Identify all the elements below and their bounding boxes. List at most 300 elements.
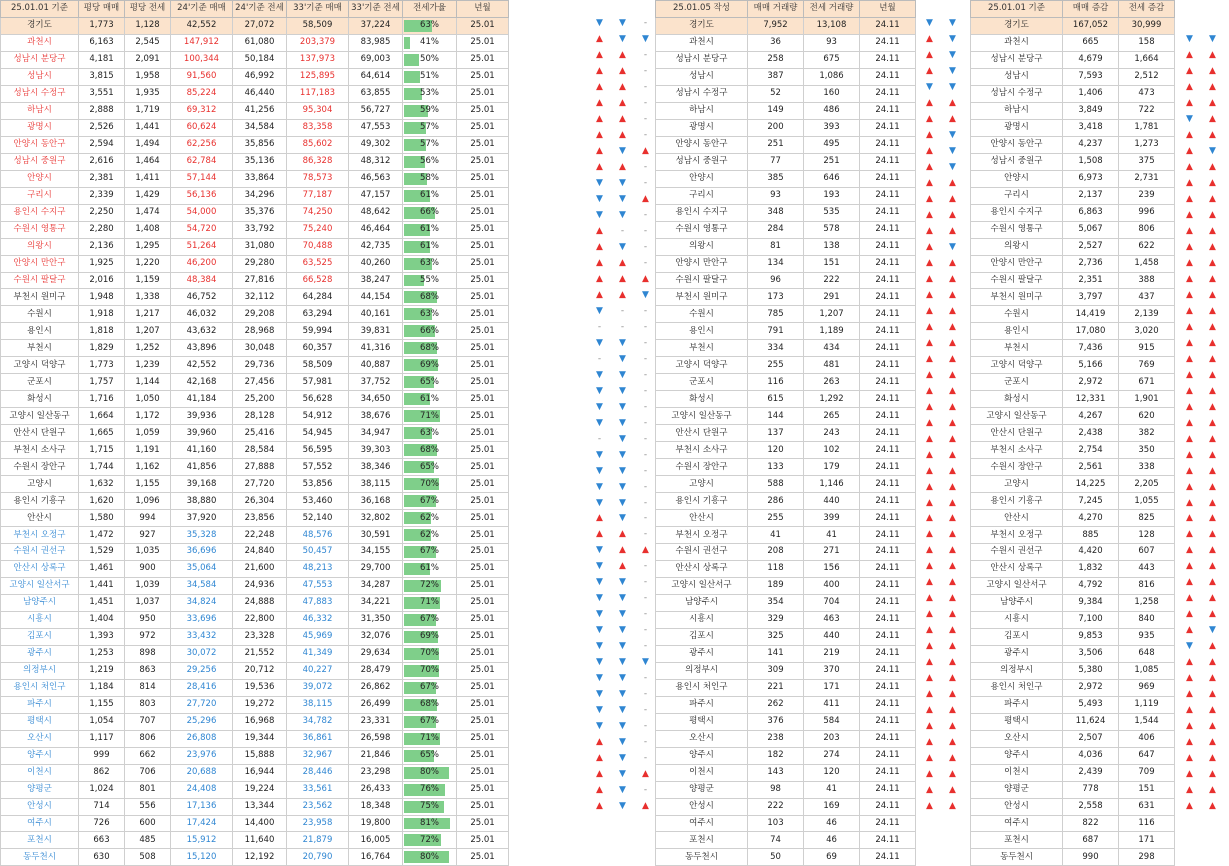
jeonse-change-cell[interactable]: 671 — [1119, 374, 1175, 391]
year-month-cell[interactable]: 25.01 — [457, 306, 509, 323]
region-cell[interactable]: 성남시 — [971, 68, 1063, 85]
price-per-pyeong-sale-cell[interactable]: 3,551 — [79, 85, 125, 102]
region-cell[interactable]: 시흥시 — [971, 611, 1063, 628]
year-month-cell[interactable]: 24.11 — [860, 611, 916, 628]
price-per-pyeong-sale-cell[interactable]: 1,632 — [79, 476, 125, 493]
sale-volume-cell[interactable]: 309 — [748, 662, 804, 679]
price-per-pyeong-sale-cell[interactable]: 2,339 — [79, 187, 125, 204]
jeonse-change-cell[interactable]: 1,055 — [1119, 493, 1175, 510]
jeonse-33-cell[interactable]: 38,676 — [349, 408, 403, 425]
sale-change-cell[interactable]: 2,527 — [1063, 238, 1119, 255]
jeonse-24-cell[interactable]: 27,072 — [233, 17, 287, 34]
jeonse-volume-cell[interactable]: 151 — [804, 255, 860, 272]
sale-33-cell[interactable]: 47,553 — [287, 577, 349, 594]
price-per-pyeong-jeonse-cell[interactable]: 508 — [125, 849, 171, 866]
jeonse-volume-cell[interactable]: 646 — [804, 170, 860, 187]
year-month-cell[interactable]: 25.01 — [457, 255, 509, 272]
jeonse-volume-cell[interactable]: 41 — [804, 781, 860, 798]
jeonse-change-cell[interactable]: 647 — [1119, 747, 1175, 764]
sale-24-cell[interactable]: 42,552 — [171, 357, 233, 374]
price-per-pyeong-sale-cell[interactable]: 1,253 — [79, 645, 125, 662]
sale-change-cell[interactable]: 885 — [1063, 527, 1119, 544]
region-cell[interactable]: 안양시 동안구 — [656, 136, 748, 153]
sale-33-cell[interactable]: 117,183 — [287, 85, 349, 102]
sale-change-cell[interactable]: 3,418 — [1063, 119, 1119, 136]
sale-change-cell[interactable]: 5,493 — [1063, 696, 1119, 713]
sale-volume-cell[interactable]: 329 — [748, 611, 804, 628]
jeonse-ratio-cell[interactable] — [403, 323, 457, 340]
price-per-pyeong-jeonse-cell[interactable]: 1,239 — [125, 357, 171, 374]
region-cell[interactable]: 화성시 — [1, 391, 79, 408]
jeonse-volume-cell[interactable]: 675 — [804, 51, 860, 68]
jeonse-24-cell[interactable]: 27,720 — [233, 476, 287, 493]
jeonse-24-cell[interactable]: 14,400 — [233, 815, 287, 832]
sale-volume-cell[interactable]: 103 — [748, 815, 804, 832]
jeonse-24-cell[interactable]: 25,416 — [233, 425, 287, 442]
jeonse-ratio-cell[interactable] — [403, 187, 457, 204]
price-per-pyeong-jeonse-cell[interactable]: 662 — [125, 747, 171, 764]
year-month-cell[interactable]: 24.11 — [860, 374, 916, 391]
region-cell[interactable]: 용인시 — [1, 323, 79, 340]
sale-change-cell[interactable]: 11,624 — [1063, 713, 1119, 730]
jeonse-ratio-cell[interactable] — [403, 119, 457, 136]
price-per-pyeong-sale-cell[interactable]: 1,757 — [79, 374, 125, 391]
region-cell[interactable]: 오산시 — [971, 730, 1063, 747]
sale-24-cell[interactable]: 85,224 — [171, 85, 233, 102]
jeonse-ratio-cell[interactable] — [403, 662, 457, 679]
year-month-cell[interactable]: 24.11 — [860, 51, 916, 68]
jeonse-volume-cell[interactable]: 400 — [804, 577, 860, 594]
year-month-cell[interactable]: 24.11 — [860, 815, 916, 832]
sale-change-cell[interactable]: 14,225 — [1063, 476, 1119, 493]
jeonse-volume-cell[interactable]: 434 — [804, 340, 860, 357]
region-cell[interactable]: 오산시 — [1, 730, 79, 747]
year-month-cell[interactable]: 25.01 — [457, 51, 509, 68]
sale-volume-cell[interactable]: 588 — [748, 476, 804, 493]
jeonse-33-cell[interactable]: 26,862 — [349, 679, 403, 696]
jeonse-ratio-cell[interactable] — [403, 289, 457, 306]
year-month-cell[interactable]: 25.01 — [457, 425, 509, 442]
sale-24-cell[interactable]: 69,312 — [171, 102, 233, 119]
sale-volume-cell[interactable]: 173 — [748, 289, 804, 306]
sale-volume-cell[interactable]: 36 — [748, 34, 804, 51]
year-month-cell[interactable]: 25.01 — [457, 577, 509, 594]
region-cell[interactable]: 과천시 — [1, 34, 79, 51]
year-month-cell[interactable]: 25.01 — [457, 815, 509, 832]
year-month-cell[interactable]: 25.01 — [457, 594, 509, 611]
price-per-pyeong-sale-cell[interactable]: 2,136 — [79, 238, 125, 255]
region-cell[interactable]: 안양시 만안구 — [1, 255, 79, 272]
sale-33-cell[interactable]: 86,328 — [287, 153, 349, 170]
region-cell[interactable]: 수원시 영통구 — [971, 221, 1063, 238]
jeonse-33-cell[interactable]: 18,348 — [349, 798, 403, 815]
jeonse-volume-cell[interactable]: 41 — [804, 527, 860, 544]
jeonse-24-cell[interactable]: 29,736 — [233, 357, 287, 374]
region-cell[interactable]: 부천시 원미구 — [971, 289, 1063, 306]
sale-24-cell[interactable]: 24,408 — [171, 781, 233, 798]
price-per-pyeong-jeonse-cell[interactable]: 1,191 — [125, 442, 171, 459]
region-cell[interactable]: 의왕시 — [971, 238, 1063, 255]
region-cell[interactable]: 포천시 — [971, 832, 1063, 849]
region-cell[interactable]: 고양시 — [971, 476, 1063, 493]
region-cell[interactable]: 김포시 — [656, 628, 748, 645]
sale-volume-cell[interactable]: 262 — [748, 696, 804, 713]
jeonse-change-cell[interactable]: 2,205 — [1119, 476, 1175, 493]
sale-change-cell[interactable]: 4,036 — [1063, 747, 1119, 764]
region-cell[interactable]: 과천시 — [971, 34, 1063, 51]
sale-volume-cell[interactable]: 77 — [748, 153, 804, 170]
sale-24-cell[interactable]: 37,920 — [171, 510, 233, 527]
sale-change-cell[interactable]: 2,507 — [1063, 730, 1119, 747]
region-cell[interactable]: 수원시 팔달구 — [656, 272, 748, 289]
region-cell[interactable]: 군포시 — [1, 374, 79, 391]
region-cell[interactable]: 양평군 — [656, 781, 748, 798]
jeonse-ratio-cell[interactable] — [403, 221, 457, 238]
region-cell[interactable]: 광주시 — [971, 645, 1063, 662]
jeonse-24-cell[interactable]: 21,600 — [233, 560, 287, 577]
jeonse-change-cell[interactable]: 116 — [1119, 815, 1175, 832]
region-cell[interactable]: 구리시 — [1, 187, 79, 204]
region-cell[interactable]: 안양시 만안구 — [656, 255, 748, 272]
jeonse-change-cell[interactable]: 996 — [1119, 204, 1175, 221]
region-cell[interactable]: 수원시 팔달구 — [1, 272, 79, 289]
jeonse-33-cell[interactable]: 63,855 — [349, 85, 403, 102]
jeonse-ratio-cell[interactable] — [403, 272, 457, 289]
sale-volume-cell[interactable]: 387 — [748, 68, 804, 85]
sale-33-cell[interactable]: 59,994 — [287, 323, 349, 340]
jeonse-volume-cell[interactable]: 399 — [804, 510, 860, 527]
jeonse-24-cell[interactable]: 27,888 — [233, 459, 287, 476]
price-per-pyeong-sale-cell[interactable]: 1,117 — [79, 730, 125, 747]
region-cell[interactable]: 양평군 — [1, 781, 79, 798]
price-per-pyeong-jeonse-cell[interactable]: 706 — [125, 764, 171, 781]
jeonse-33-cell[interactable]: 28,479 — [349, 662, 403, 679]
price-per-pyeong-sale-cell[interactable]: 2,616 — [79, 153, 125, 170]
region-cell[interactable]: 부천시 소사구 — [971, 442, 1063, 459]
sale-24-cell[interactable]: 36,696 — [171, 544, 233, 561]
sale-33-cell[interactable]: 70,488 — [287, 238, 349, 255]
price-per-pyeong-sale-cell[interactable]: 2,526 — [79, 119, 125, 136]
sale-change-cell[interactable]: 4,237 — [1063, 136, 1119, 153]
year-month-cell[interactable]: 24.11 — [860, 594, 916, 611]
region-cell[interactable]: 오산시 — [656, 730, 748, 747]
sale-24-cell[interactable]: 57,144 — [171, 170, 233, 187]
jeonse-volume-cell[interactable]: 13,108 — [804, 17, 860, 34]
price-per-pyeong-sale-cell[interactable]: 1,155 — [79, 696, 125, 713]
jeonse-change-cell[interactable]: 840 — [1119, 611, 1175, 628]
region-cell[interactable]: 수원시 영통구 — [656, 221, 748, 238]
jeonse-change-cell[interactable]: 722 — [1119, 102, 1175, 119]
region-cell[interactable]: 성남시 중원구 — [971, 153, 1063, 170]
year-month-cell[interactable]: 24.11 — [860, 713, 916, 730]
year-month-cell[interactable]: 25.01 — [457, 119, 509, 136]
region-cell[interactable]: 부천시 오정구 — [656, 527, 748, 544]
price-per-pyeong-sale-cell[interactable]: 726 — [79, 815, 125, 832]
price-per-pyeong-sale-cell[interactable]: 1,744 — [79, 459, 125, 476]
region-cell[interactable]: 고양시 일산서구 — [1, 577, 79, 594]
jeonse-24-cell[interactable]: 32,112 — [233, 289, 287, 306]
jeonse-volume-cell[interactable]: 440 — [804, 493, 860, 510]
jeonse-volume-cell[interactable]: 193 — [804, 187, 860, 204]
year-month-cell[interactable]: 24.11 — [860, 645, 916, 662]
sale-volume-cell[interactable]: 334 — [748, 340, 804, 357]
price-per-pyeong-jeonse-cell[interactable]: 803 — [125, 696, 171, 713]
sale-volume-cell[interactable]: 200 — [748, 119, 804, 136]
price-per-pyeong-sale-cell[interactable]: 2,280 — [79, 221, 125, 238]
jeonse-24-cell[interactable]: 25,200 — [233, 391, 287, 408]
jeonse-change-cell[interactable]: 1,901 — [1119, 391, 1175, 408]
price-per-pyeong-jeonse-cell[interactable]: 707 — [125, 713, 171, 730]
jeonse-33-cell[interactable]: 47,553 — [349, 119, 403, 136]
sale-24-cell[interactable]: 39,936 — [171, 408, 233, 425]
jeonse-change-cell[interactable]: 769 — [1119, 357, 1175, 374]
year-month-cell[interactable]: 24.11 — [860, 764, 916, 781]
sale-change-cell[interactable]: 3,506 — [1063, 645, 1119, 662]
sale-volume-cell[interactable]: 134 — [748, 255, 804, 272]
jeonse-volume-cell[interactable]: 69 — [804, 849, 860, 866]
sale-33-cell[interactable]: 137,973 — [287, 51, 349, 68]
jeonse-change-cell[interactable]: 620 — [1119, 408, 1175, 425]
year-month-cell[interactable]: 25.01 — [457, 323, 509, 340]
region-cell[interactable]: 김포시 — [1, 628, 79, 645]
region-cell[interactable]: 하남시 — [971, 102, 1063, 119]
sale-24-cell[interactable]: 54,720 — [171, 221, 233, 238]
region-cell[interactable]: 포천시 — [1, 832, 79, 849]
year-month-cell[interactable]: 25.01 — [457, 391, 509, 408]
price-per-pyeong-sale-cell[interactable]: 1,818 — [79, 323, 125, 340]
sale-change-cell[interactable]: 7,245 — [1063, 493, 1119, 510]
jeonse-volume-cell[interactable]: 274 — [804, 747, 860, 764]
price-per-pyeong-sale-cell[interactable]: 1,925 — [79, 255, 125, 272]
year-month-cell[interactable]: 25.01 — [457, 493, 509, 510]
year-month-cell[interactable]: 24.11 — [860, 493, 916, 510]
sale-33-cell[interactable]: 57,552 — [287, 459, 349, 476]
sale-33-cell[interactable]: 54,945 — [287, 425, 349, 442]
year-month-cell[interactable]: 25.01 — [457, 238, 509, 255]
year-month-cell[interactable]: 24.11 — [860, 527, 916, 544]
sale-change-cell[interactable]: 2,439 — [1063, 764, 1119, 781]
region-cell[interactable]: 안산시 — [1, 510, 79, 527]
price-per-pyeong-jeonse-cell[interactable]: 1,441 — [125, 119, 171, 136]
region-cell[interactable]: 안산시 단원구 — [1, 425, 79, 442]
jeonse-ratio-cell[interactable] — [403, 730, 457, 747]
year-month-cell[interactable]: 25.01 — [457, 476, 509, 493]
price-per-pyeong-jeonse-cell[interactable]: 1,037 — [125, 594, 171, 611]
price-per-pyeong-jeonse-cell[interactable]: 1,217 — [125, 306, 171, 323]
jeonse-33-cell[interactable]: 38,346 — [349, 459, 403, 476]
region-cell[interactable]: 수원시 영통구 — [1, 221, 79, 238]
jeonse-volume-cell[interactable]: 535 — [804, 204, 860, 221]
jeonse-volume-cell[interactable]: 393 — [804, 119, 860, 136]
price-per-pyeong-sale-cell[interactable]: 1,773 — [79, 357, 125, 374]
jeonse-ratio-cell[interactable] — [403, 577, 457, 594]
jeonse-24-cell[interactable]: 35,856 — [233, 136, 287, 153]
year-month-cell[interactable]: 25.01 — [457, 679, 509, 696]
region-cell[interactable]: 안양시 — [1, 170, 79, 187]
region-cell[interactable]: 이천시 — [971, 764, 1063, 781]
region-cell[interactable]: 안양시 동안구 — [971, 136, 1063, 153]
price-per-pyeong-sale-cell[interactable]: 1,918 — [79, 306, 125, 323]
sale-33-cell[interactable]: 53,856 — [287, 476, 349, 493]
jeonse-24-cell[interactable]: 21,552 — [233, 645, 287, 662]
sale-24-cell[interactable]: 35,328 — [171, 527, 233, 544]
price-per-pyeong-jeonse-cell[interactable]: 1,162 — [125, 459, 171, 476]
sale-change-cell[interactable]: 1,832 — [1063, 560, 1119, 577]
region-cell[interactable]: 성남시 수정구 — [656, 85, 748, 102]
price-per-pyeong-sale-cell[interactable]: 1,664 — [79, 408, 125, 425]
jeonse-33-cell[interactable]: 47,157 — [349, 187, 403, 204]
region-cell[interactable]: 고양시 덕양구 — [1, 357, 79, 374]
price-per-pyeong-sale-cell[interactable]: 1,024 — [79, 781, 125, 798]
sale-change-cell[interactable]: 2,558 — [1063, 798, 1119, 815]
region-cell[interactable]: 광주시 — [1, 645, 79, 662]
sale-24-cell[interactable]: 25,296 — [171, 713, 233, 730]
price-per-pyeong-jeonse-cell[interactable]: 1,474 — [125, 204, 171, 221]
jeonse-24-cell[interactable]: 26,304 — [233, 493, 287, 510]
header-cell[interactable]: 전세 증감 — [1119, 1, 1175, 18]
price-per-pyeong-sale-cell[interactable]: 714 — [79, 798, 125, 815]
region-cell[interactable]: 시흥시 — [1, 611, 79, 628]
region-cell[interactable]: 의정부시 — [1, 662, 79, 679]
jeonse-change-cell[interactable]: 151 — [1119, 781, 1175, 798]
sale-33-cell[interactable]: 41,349 — [287, 645, 349, 662]
sale-volume-cell[interactable]: 41 — [748, 527, 804, 544]
jeonse-change-cell[interactable]: 1,781 — [1119, 119, 1175, 136]
sale-24-cell[interactable]: 38,880 — [171, 493, 233, 510]
price-per-pyeong-jeonse-cell[interactable]: 950 — [125, 611, 171, 628]
sale-change-cell[interactable]: 2,561 — [1063, 459, 1119, 476]
jeonse-change-cell[interactable]: 375 — [1119, 153, 1175, 170]
jeonse-ratio-cell[interactable] — [403, 798, 457, 815]
jeonse-change-cell[interactable]: 30,999 — [1119, 17, 1175, 34]
jeonse-ratio-cell[interactable] — [403, 85, 457, 102]
sale-volume-cell[interactable]: 251 — [748, 136, 804, 153]
region-cell[interactable]: 고양시 일산서구 — [971, 577, 1063, 594]
sale-volume-cell[interactable]: 348 — [748, 204, 804, 221]
jeonse-ratio-cell[interactable] — [403, 527, 457, 544]
region-cell[interactable]: 성남시 — [1, 68, 79, 85]
price-per-pyeong-jeonse-cell[interactable]: 1,155 — [125, 476, 171, 493]
sale-change-cell[interactable]: 3,849 — [1063, 102, 1119, 119]
region-cell[interactable]: 부천시 — [656, 340, 748, 357]
price-per-pyeong-sale-cell[interactable]: 6,163 — [79, 34, 125, 51]
jeonse-24-cell[interactable]: 50,184 — [233, 51, 287, 68]
year-month-cell[interactable]: 24.11 — [860, 187, 916, 204]
jeonse-ratio-cell[interactable] — [403, 68, 457, 85]
jeonse-33-cell[interactable]: 31,350 — [349, 611, 403, 628]
jeonse-volume-cell[interactable]: 243 — [804, 425, 860, 442]
sale-change-cell[interactable]: 4,267 — [1063, 408, 1119, 425]
jeonse-volume-cell[interactable]: 271 — [804, 544, 860, 561]
jeonse-volume-cell[interactable]: 46 — [804, 832, 860, 849]
region-cell[interactable]: 화성시 — [971, 391, 1063, 408]
sale-change-cell[interactable]: 5,166 — [1063, 357, 1119, 374]
jeonse-change-cell[interactable]: 2,512 — [1119, 68, 1175, 85]
jeonse-volume-cell[interactable]: 481 — [804, 357, 860, 374]
region-cell[interactable]: 용인시 — [971, 323, 1063, 340]
region-cell[interactable]: 평택시 — [1, 713, 79, 730]
year-month-cell[interactable]: 24.11 — [860, 68, 916, 85]
jeonse-change-cell[interactable]: 406 — [1119, 730, 1175, 747]
sale-33-cell[interactable]: 75,240 — [287, 221, 349, 238]
jeonse-24-cell[interactable]: 19,536 — [233, 679, 287, 696]
region-cell[interactable]: 평택시 — [971, 713, 1063, 730]
year-month-cell[interactable]: 24.11 — [860, 85, 916, 102]
sale-change-cell[interactable]: 4,270 — [1063, 510, 1119, 527]
sale-24-cell[interactable]: 39,168 — [171, 476, 233, 493]
sale-volume-cell[interactable]: 118 — [748, 560, 804, 577]
sale-33-cell[interactable]: 203,379 — [287, 34, 349, 51]
jeonse-24-cell[interactable]: 29,280 — [233, 255, 287, 272]
region-cell[interactable]: 안산시 상록구 — [1, 560, 79, 577]
header-cell[interactable]: 전세가율 — [403, 1, 457, 18]
sale-33-cell[interactable]: 21,879 — [287, 832, 349, 849]
sale-change-cell[interactable]: 3,797 — [1063, 289, 1119, 306]
sale-24-cell[interactable]: 60,624 — [171, 119, 233, 136]
jeonse-33-cell[interactable]: 39,831 — [349, 323, 403, 340]
jeonse-24-cell[interactable]: 19,272 — [233, 696, 287, 713]
sale-33-cell[interactable]: 58,509 — [287, 17, 349, 34]
jeonse-ratio-cell[interactable] — [403, 815, 457, 832]
price-per-pyeong-sale-cell[interactable]: 1,054 — [79, 713, 125, 730]
year-month-cell[interactable]: 25.01 — [457, 662, 509, 679]
region-cell[interactable]: 고양시 일산동구 — [971, 408, 1063, 425]
price-per-pyeong-jeonse-cell[interactable]: 1,159 — [125, 272, 171, 289]
jeonse-volume-cell[interactable]: 171 — [804, 679, 860, 696]
jeonse-volume-cell[interactable]: 93 — [804, 34, 860, 51]
year-month-cell[interactable]: 25.01 — [457, 357, 509, 374]
jeonse-ratio-cell[interactable] — [403, 645, 457, 662]
jeonse-33-cell[interactable]: 32,076 — [349, 628, 403, 645]
region-cell[interactable]: 부천시 — [1, 340, 79, 357]
region-cell[interactable]: 성남시 수정구 — [971, 85, 1063, 102]
year-month-cell[interactable]: 25.01 — [457, 340, 509, 357]
header-cell[interactable]: 24'기준 매매 — [171, 1, 233, 18]
sale-24-cell[interactable]: 46,200 — [171, 255, 233, 272]
year-month-cell[interactable]: 25.01 — [457, 747, 509, 764]
price-per-pyeong-sale-cell[interactable]: 1,529 — [79, 544, 125, 561]
jeonse-ratio-cell[interactable] — [403, 696, 457, 713]
region-cell[interactable]: 용인시 기흥구 — [656, 493, 748, 510]
region-cell[interactable]: 성남시 중원구 — [1, 153, 79, 170]
jeonse-33-cell[interactable]: 48,312 — [349, 153, 403, 170]
jeonse-change-cell[interactable]: 935 — [1119, 628, 1175, 645]
jeonse-ratio-cell[interactable] — [403, 340, 457, 357]
jeonse-volume-cell[interactable]: 203 — [804, 730, 860, 747]
jeonse-33-cell[interactable]: 69,003 — [349, 51, 403, 68]
sale-24-cell[interactable]: 56,136 — [171, 187, 233, 204]
year-month-cell[interactable]: 25.01 — [457, 102, 509, 119]
year-month-cell[interactable]: 24.11 — [860, 781, 916, 798]
sale-volume-cell[interactable]: 189 — [748, 577, 804, 594]
sale-24-cell[interactable]: 27,720 — [171, 696, 233, 713]
jeonse-ratio-cell[interactable] — [403, 442, 457, 459]
price-per-pyeong-sale-cell[interactable]: 999 — [79, 747, 125, 764]
year-month-cell[interactable]: 25.01 — [457, 798, 509, 815]
region-cell[interactable]: 부천시 오정구 — [1, 527, 79, 544]
year-month-cell[interactable]: 25.01 — [457, 713, 509, 730]
jeonse-24-cell[interactable]: 46,992 — [233, 68, 287, 85]
sale-volume-cell[interactable]: 144 — [748, 408, 804, 425]
price-per-pyeong-jeonse-cell[interactable]: 1,338 — [125, 289, 171, 306]
jeonse-33-cell[interactable]: 26,433 — [349, 781, 403, 798]
sale-33-cell[interactable]: 40,227 — [287, 662, 349, 679]
jeonse-change-cell[interactable]: 1,664 — [1119, 51, 1175, 68]
sale-change-cell[interactable]: 6,973 — [1063, 170, 1119, 187]
region-cell[interactable]: 동두천시 — [656, 849, 748, 866]
jeonse-volume-cell[interactable]: 251 — [804, 153, 860, 170]
year-month-cell[interactable]: 25.01 — [457, 170, 509, 187]
